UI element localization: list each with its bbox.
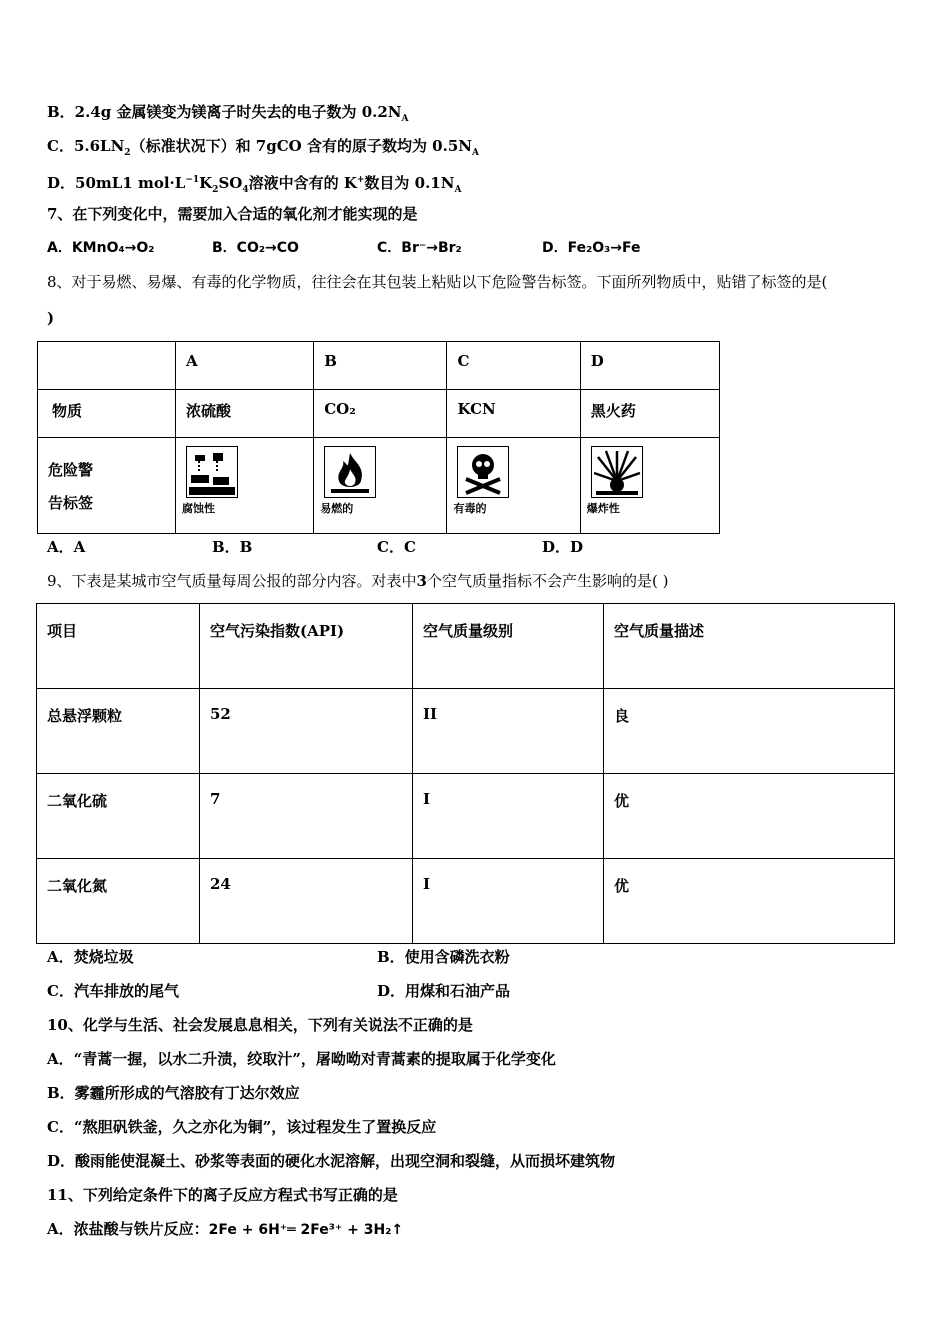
q8-stem-end: ) <box>47 309 55 327</box>
q9-header-level: 空气质量级别 <box>413 604 604 689</box>
q8-sign-d <box>580 438 719 534</box>
q8-option-d: D．D <box>542 538 584 556</box>
q6-option-b: B．2.4g 金属镁变为镁离子时失去的电子数为 $0.2N_A$ <box>47 103 409 124</box>
q7-option-d: D．Fe₂O₃→Fe <box>542 240 641 256</box>
q10-option-d: D．酸雨能使混凝土、砂浆等表面的硬化水泥溶解，出现空洞和裂缝，从而损坏建筑物 <box>47 1152 616 1170</box>
q7-option-a: A．KMnO₄→O₂ <box>47 240 155 256</box>
q9-cell: 良 <box>604 689 895 774</box>
q9-header-desc: 空气质量描述 <box>604 604 895 689</box>
q8-header-b: B <box>314 342 447 390</box>
q7-option-b: B．CO₂→CO <box>212 240 299 256</box>
sign-label-a: 腐蚀性 <box>181 502 215 515</box>
q9-cell: I <box>413 774 604 859</box>
q9-option-c: C．汽车排放的尾气 <box>47 982 179 1000</box>
q6-option-c: C．$5.6LN_2$（标准状况下）和 7gCO 含有的原子数均为 $0.5N_A$ <box>47 137 479 158</box>
q8-row-label-sign: 危险警 告标签 <box>38 438 176 534</box>
q9-cell: II <box>413 689 604 774</box>
q11-option-a: A．浓盐酸与铁片反应：2Fe + 6H⁺═ 2Fe³⁺ + 3H₂↑ <box>47 1220 404 1238</box>
q10-stem: 10、化学与生活、社会发展息息相关，下列有关说法不正确的是 <box>47 1016 473 1034</box>
q8-substance-a: 浓硫酸 <box>175 390 313 438</box>
q8-substance-d: 黑火药 <box>580 390 719 438</box>
q8-option-c: C．C <box>377 538 416 556</box>
q9-option-b: B．使用含磷洗衣粉 <box>377 948 510 966</box>
q7-stem: 7、在下列变化中，需要加入合适的氧化剂才能实现的是 <box>47 205 418 223</box>
q8-header-empty <box>38 342 176 390</box>
q8-stem: 8、对于易燃、易爆、有毒的化学物质，往往会在其包装上粘贴以下危险警告标签。下面所列物质中，贴错了标签的是( <box>47 273 828 291</box>
corrosive-icon <box>186 446 238 498</box>
q9-cell: I <box>413 859 604 944</box>
q6-option-d: D．50mL1 $mol\cdot L^{-1}K_2SO_4$溶液中含有的 K+数目为 $0.1N_A$ <box>47 174 462 195</box>
q10-option-b: B．雾霾所形成的气溶胶有丁达尔效应 <box>47 1084 300 1102</box>
q9-cell: 7 <box>200 774 413 859</box>
q9-cell: 二氧化氮 <box>37 859 200 944</box>
q8-header-a: A <box>175 342 313 390</box>
q9-option-d: D．用煤和石油产品 <box>377 982 511 1000</box>
q9-header-api: 空气污染指数(API) <box>200 604 413 689</box>
q8-sign-b <box>314 438 447 534</box>
q11-stem: 11、下列给定条件下的离子反应方程式书写正确的是 <box>47 1186 398 1204</box>
q8-substance-c: KCN <box>447 390 580 438</box>
sign-label-d: 爆炸性 <box>586 502 620 515</box>
q8-table <box>37 341 720 534</box>
q8-option-a: A．A <box>47 538 86 556</box>
q8-substance-b: CO₂ <box>314 390 447 438</box>
q8-option-b: B．B <box>212 538 253 556</box>
q9-stem: 9、下表是某城市空气质量每周公报的部分内容。对表中3个空气质量指标不会产生影响的是( ) <box>47 572 669 590</box>
sign-label-b: 易燃的 <box>320 502 354 515</box>
q10-option-a: A．“青蒿一握，以水二升渍，绞取汁”，屠呦呦对青蒿素的提取属于化学变化 <box>47 1050 556 1068</box>
table-row <box>37 859 895 944</box>
table-row <box>37 774 895 859</box>
q9-table <box>36 603 895 944</box>
q9-cell: 24 <box>200 859 413 944</box>
q7-option-c: C．Br⁻→Br₂ <box>377 240 462 256</box>
flame-icon <box>324 446 376 498</box>
q8-row-label-substance: 物质 <box>38 390 176 438</box>
q9-cell: 52 <box>200 689 413 774</box>
q10-option-c: C．“熬胆矾铁釜，久之亦化为铜”，该过程发生了置换反应 <box>47 1118 437 1136</box>
q8-header-d: D <box>580 342 719 390</box>
table-row <box>37 689 895 774</box>
skull-crossbones-icon <box>457 446 509 498</box>
q9-header-item: 项目 <box>37 604 200 689</box>
q9-cell: 优 <box>604 859 895 944</box>
q9-cell: 总悬浮颗粒 <box>37 689 200 774</box>
q8-header-c: C <box>447 342 580 390</box>
q8-sign-a <box>175 438 313 534</box>
q8-sign-c <box>447 438 580 534</box>
q9-cell: 优 <box>604 774 895 859</box>
explosive-icon <box>591 446 643 498</box>
sign-label-c: 有毒的 <box>453 502 487 515</box>
q9-option-a: A．焚烧垃圾 <box>47 948 134 966</box>
q9-cell: 二氧化硫 <box>37 774 200 859</box>
